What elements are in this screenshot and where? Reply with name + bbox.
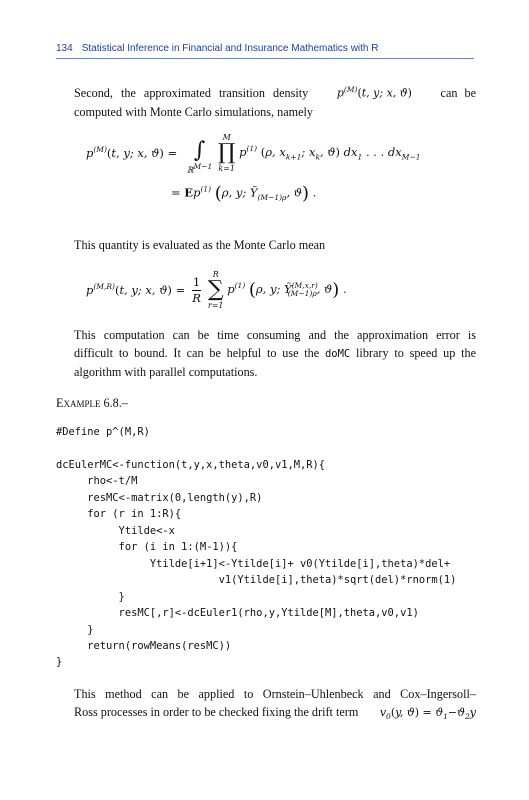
paragraph-line: computed with Monte Carlo simulations, namely xyxy=(74,104,313,119)
code-line: v1(Ytilde[i],theta)*sqrt(del)*rnorm(1) xyxy=(56,574,457,587)
equation-monte-carlo-mean: $p^{(M,R)}(t$, y; x, ϑ) = $\frac{1}{R}$ R ∑ r=1 $p^{(1)}$ (ρ, y; Ỹ$^{(M,x,r)}_{(M-1)\rho}$, ϑ) . xyxy=(86,270,347,310)
text-segment: library to speed up the xyxy=(356,346,477,360)
code-line: } xyxy=(56,590,125,603)
paragraph-line: algorithm with parallel computations. xyxy=(74,365,258,379)
text-segment: difficult to bound. It can be helpful to use the xyxy=(74,346,320,360)
code-line: resMC<-matrix(0,length(y),R) xyxy=(56,491,263,504)
example-heading xyxy=(56,394,458,412)
paragraph-line: This method can be applied to Ornstein–Uhlenbeck and Cox–Ingersoll– xyxy=(74,687,476,701)
integral-sign: ∫ ℝ$^{M-1}$ xyxy=(186,138,213,175)
code-line: for (i in 1:(M-1)){ xyxy=(56,541,238,554)
page-number: 134 xyxy=(56,43,73,54)
example-label: Example xyxy=(56,396,101,410)
summation-sign: R ∑ r=1 xyxy=(207,270,224,310)
product-sign: M ∏ k=1 xyxy=(217,132,236,173)
paragraph-computation-note xyxy=(74,326,476,381)
code-line: Ytilde<-x xyxy=(56,524,175,537)
fraction-one-over-r: $\frac{1}{R}$ xyxy=(192,274,201,305)
paragraph-line xyxy=(74,81,476,103)
code-line: return(rowMeans(resMC)) xyxy=(56,639,232,652)
code-line: dcEulerMC<-function(t,y,x,theta,v0,v1,M,R){ xyxy=(56,459,325,471)
running-title: Statistical Inference in Financial and Insurance Mathematics with R xyxy=(81,43,379,54)
code-line: resMC[,r]<-dcEuler1(rho,y,Ytilde[M],theta,v0,v1) xyxy=(56,607,419,620)
math-drift-term: $v_0(y$, $ϑ) = ϑ_1-ϑ_2y$ xyxy=(379,706,476,722)
code-comment: #Define p^(M,R) xyxy=(56,426,150,438)
equation-monte-carlo-integral: $p^{(M)}(t$, y; x, ϑ) = ∫ ℝ$^{M-1}$ M ∏ k=1 $p^{(1)}$ (ρ, $x_{k+1}$; $x_k$, ϑ) $dx_1$ . . . $dx_{M-1}$ xyxy=(86,132,421,175)
paragraph-line: This computation can be time consuming and the approximation error is xyxy=(74,328,476,342)
code-line: for (r in 1:R){ xyxy=(56,508,182,521)
code-line: } xyxy=(56,656,63,669)
paragraph-monte-carlo-mean: This quantity is evaluated as the Monte Carlo mean xyxy=(74,238,326,252)
paragraph-processes xyxy=(74,685,476,726)
example-number: 6.8.– xyxy=(103,396,128,410)
library-name: doMC xyxy=(324,348,351,360)
paragraph-transition-density xyxy=(74,81,476,121)
paragraph-line xyxy=(74,703,476,726)
code-block xyxy=(56,457,456,671)
code-line: } xyxy=(56,623,94,636)
paragraph-line xyxy=(74,344,476,363)
running-header xyxy=(56,43,474,59)
code-line: Ytilde[i+1]<-Ytilde[i]+ v0(Ytilde[i],theta)*del+ xyxy=(56,557,451,570)
text-segment: can be xyxy=(440,85,476,100)
text-segment: Second, the approximated transition density xyxy=(74,85,309,100)
code-line: rho<-t/M xyxy=(56,475,138,488)
math-transition-density: $p^{(M)}(t$, y; x, ϑ) xyxy=(336,85,412,100)
equation-expectation-form: = Ep$^{(1)}$ (ρ, y; Ỹ$_{(M-1)\rho}$, ϑ) . xyxy=(171,183,317,204)
text-segment: Ross processes in order to be checked fixing the drift term xyxy=(74,705,359,719)
